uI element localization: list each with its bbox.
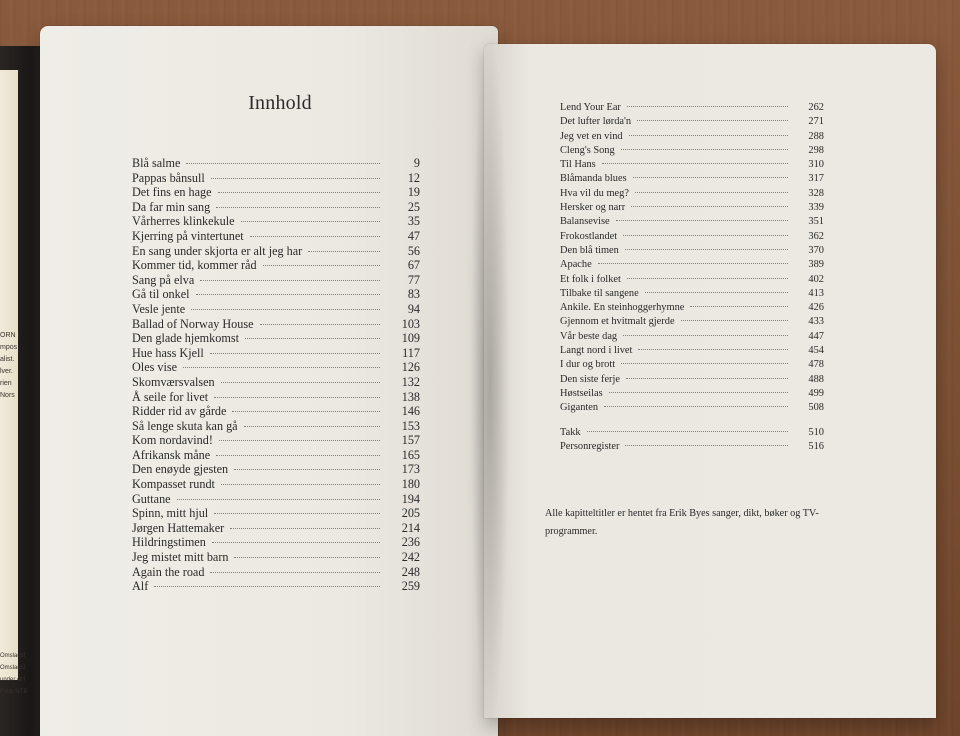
toc-leader-dots [234,556,380,558]
toc-entry-page: 288 [808,130,824,142]
toc-leader-dots [191,308,380,310]
toc-entry-page: 351 [808,216,824,228]
toc-entry-page: 153 [401,418,420,433]
toc-entry-page: 447 [808,330,824,342]
background-book-spine-line: lver. [0,368,13,375]
toc-entry-page: 370 [808,244,824,256]
toc-leader-dots [633,176,788,178]
toc-entry-title: Kommer tid, kommer råd [132,258,257,273]
toc-entry-page: 516 [808,440,824,452]
toc-entry-title: En sang under skjorta er alt jeg har [132,243,303,258]
toc-entry [560,187,824,201]
toc-entry [560,373,824,387]
toc-entry-page: 271 [808,116,824,128]
toc-entry-title: Gjennom et hvitmalt gjerde [560,316,675,328]
toc-entry [132,346,420,361]
toc-entry [560,387,824,401]
toc-entry-title: I dur og brott [560,359,616,371]
toc-entry [132,462,420,477]
toc-leader-dots [638,348,788,350]
toc-entry [132,535,420,550]
toc-leader-dots [690,305,788,307]
toc-entry [560,172,824,186]
toc-entry-title: Kompasset rundt [132,477,215,492]
toc-entry-page: 248 [401,564,420,579]
toc-entry-title: Lend Your Ear [560,102,621,113]
toc-leader-dots [609,391,788,393]
toc-entry-page: 47 [407,228,420,243]
toc-entry-page: 126 [401,360,420,375]
background-book-footer-line: under et l [0,677,26,683]
toc-entry-title: Apache [560,259,592,271]
toc-entry-title: Ridder rid av gårde [132,404,227,419]
toc-leader-dots [260,323,380,325]
toc-entry [132,287,420,302]
toc-entry [560,230,824,244]
toc-entry-title: Til Hans [560,159,596,171]
toc-leader-dots [154,585,380,587]
toc-entry [132,404,420,419]
toc-entry [132,317,420,332]
toc-entry-page: 205 [401,506,420,521]
toc-entry-page: 508 [808,402,824,414]
toc-entry-title: Det fins en hage [132,185,212,200]
toc-leader-dots [200,279,380,281]
toc-entry [132,390,420,405]
toc-leader-dots [627,277,788,279]
toc-entry-title: Jeg vet en vind [560,130,623,142]
toc-entry-title: Blåmanda blues [560,173,627,185]
toc-entry-title: Høstseilas [560,387,603,399]
toc-entry-page: 103 [401,316,420,331]
background-book-footer-line: Omslagsf [0,653,26,659]
toc-entry-page: 298 [808,144,824,156]
toc-entry-page: 488 [808,373,824,385]
toc-list-left [132,156,420,594]
toc-entry-title: Blå salme [132,156,181,170]
toc-entry-page: 259 [401,579,420,594]
toc-leader-dots [635,191,788,193]
toc-leader-dots [221,381,380,383]
toc-entry [132,579,420,594]
toc-leader-dots [629,134,788,136]
toc-entry-title: Hildringstimen [132,535,206,550]
toc-leader-dots [214,396,380,398]
toc-entry-title: Den siste ferje [560,373,621,385]
toc-entry [560,273,824,287]
toc-entry-page: 510 [808,426,824,438]
toc-entry-title: Hue hass Kjell [132,345,204,360]
toc-entry-page: 413 [808,287,824,299]
toc-entry-title: Giganten [560,402,599,414]
toc-entry-title: Personregister [560,440,620,452]
toc-leader-dots [183,366,380,368]
background-book-spine-line: ORN I [0,332,20,339]
toc-entry-page: 132 [401,374,420,389]
toc-entry [132,244,420,259]
toc-entry [132,258,420,273]
toc-entry-page: 426 [808,302,824,314]
toc-entry-page: 12 [407,170,420,185]
toc-leader-dots [623,334,788,336]
toc-leader-dots [221,483,380,485]
toc-entry [132,302,420,317]
toc-entry [132,477,420,492]
toc-entry [560,344,824,358]
toc-entry [560,201,824,215]
toc-entry-title: Å seile for livet [132,389,209,404]
toc-leader-dots [210,571,380,573]
toc-entry [560,215,824,229]
toc-leader-dots [232,410,380,412]
toc-entry-page: 402 [808,273,824,285]
toc-entry-title: Da far min sang [132,199,211,214]
toc-entry-title: Så lenge skuta kan gå [132,418,238,433]
toc-leader-dots [602,162,788,164]
toc-entry-page: 35 [407,214,420,229]
toc-entry-page: 67 [407,258,420,273]
background-book-spine-text [0,330,22,420]
toc-leader-dots [196,293,380,295]
toc-entry [132,565,420,580]
toc-entry-page: 109 [401,331,420,346]
toc-entry-title: Vårherres klinkekule [132,214,235,229]
toc-entry-page: 262 [808,102,824,113]
toc-entry-page: 25 [407,199,420,214]
toc-entry-page: 499 [808,387,824,399]
toc-entry-title: Langt nord i livet [560,345,633,357]
toc-entry-page: 180 [401,477,420,492]
toc-entry [132,360,420,375]
toc-entry-title: Alf [132,579,149,594]
toc-leader-dots [244,425,380,427]
toc-entry [560,258,824,272]
toc-entry-title: Vår beste dag [560,330,618,342]
toc-leader-dots [623,234,788,236]
background-book-footer-line: Omslagsf [0,665,26,671]
toc-entry-title: Kjerring på vintertunet [132,228,244,243]
toc-leader-dots [621,148,788,150]
toc-leader-dots [604,405,788,407]
toc-entry [560,401,824,415]
toc-entry-title: Jeg mistet mitt barn [132,550,229,565]
toc-entry-title: Ballad of Norway House [132,316,254,331]
toc-entry-page: 478 [808,359,824,371]
toc-list-right [560,101,824,454]
toc-entry-title: Jørgen Hattemaker [132,520,225,535]
toc-entry [560,130,824,144]
toc-entry-page: 165 [401,447,420,462]
toc-entry-page: 173 [401,462,420,477]
toc-leader-dots [234,468,380,470]
toc-leader-dots [230,527,380,529]
toc-entry-page: 19 [407,185,420,200]
toc-leader-dots [625,444,788,446]
toc-entry [560,330,824,344]
toc-entry-title: Vesle jente [132,301,186,316]
toc-leader-dots [177,498,380,500]
toc-entry-page: 236 [401,535,420,550]
toc-entry-title: Den blå timen [560,244,619,256]
toc-entry [132,185,420,200]
toc-leader-dots [598,262,788,264]
toc-entry-extra [560,440,824,454]
background-book-spine-line: mpos [0,344,18,351]
toc-entry-page: 339 [808,202,824,214]
toc-entry-page: 146 [401,404,420,419]
toc-entry-title: Ankile. En steinhoggerhymne [560,302,685,314]
toc-entry-page: 214 [401,520,420,535]
toc-entry-page: 317 [808,173,824,185]
toc-entry [132,214,420,229]
background-book-spine-line: rien [0,380,12,387]
toc-entry [560,358,824,372]
toc-entry-page: 117 [402,345,420,360]
toc-entry-title: Guttane [132,491,171,506]
toc-entry [132,521,420,536]
toc-entry-page: 310 [808,159,824,171]
toc-leader-dots [219,439,380,441]
toc-entry-title: Spinn, mitt hjul [132,506,209,521]
toc-leader-dots [211,177,380,179]
toc-entry-title: Frokostlandet [560,230,618,242]
toc-entry [132,273,420,288]
toc-entry-title: Again the road [132,564,205,579]
toc-entry [132,171,420,186]
toc-entry [132,229,420,244]
toc-entry-title: Den glade hjemkomst [132,331,239,346]
toc-leader-dots [616,219,788,221]
toc-entry-title: Kom nordavind! [132,433,213,448]
toc-entry-title: Balansevise [560,216,610,228]
toc-entry-title: Skomværsvalsen [132,374,215,389]
toc-entry [132,492,420,507]
toc-entry-page: 94 [407,301,420,316]
toc-entry [132,200,420,215]
toc-entry-title: Oles vise [132,360,178,375]
toc-entry [132,419,420,434]
toc-entry [560,244,824,258]
toc-entry-page: 242 [401,550,420,565]
toc-entry-page: 362 [808,230,824,242]
toc-leader-dots [216,454,380,456]
toc-entry-page: 433 [808,316,824,328]
background-book-spine-line: alist. [0,356,15,363]
toc-entry-page: 454 [808,345,824,357]
toc-leader-dots [637,119,788,121]
toc-leader-dots [214,512,380,514]
toc-entry-extra [560,426,824,440]
toc-entry-page: 83 [407,287,420,302]
toc-leader-dots [626,377,788,379]
toc-entry-page: 328 [808,187,824,199]
toc-entry-page: 56 [407,243,420,258]
toc-leader-dots [308,250,380,252]
toc-entry-title: Det lufter lørda'n [560,116,632,128]
toc-title: Innhold [248,92,312,114]
toc-leader-dots [218,191,380,193]
toc-entry-title: Cleng's Song [560,144,615,156]
toc-leader-dots [241,220,380,222]
toc-leader-dots [212,541,380,543]
toc-leader-dots [621,362,788,364]
toc-leader-dots [263,264,380,266]
toc-leader-dots [681,319,788,321]
toc-leader-dots [210,352,380,354]
toc-leader-dots [645,291,788,293]
toc-leader-dots [625,248,788,250]
toc-entry-title: Sang på elva [132,272,195,287]
toc-entry-page: 194 [401,491,420,506]
toc-entry [560,301,824,315]
toc-entry-title: Hersker og narr [560,202,626,214]
toc-entry-page: 77 [407,272,420,287]
toc-entry [132,506,420,521]
toc-entry-page: 138 [401,389,420,404]
toc-entry [132,448,420,463]
toc-entry-page: 389 [808,259,824,271]
toc-leader-dots [250,235,380,237]
toc-entry [132,550,420,565]
toc-entry [560,287,824,301]
toc-entry [560,158,824,172]
toc-entry [132,156,420,171]
toc-entry-page: 9 [413,156,420,170]
chapter-title-note: Alle kapitteltitler er hentet fra Erik Byes sanger, dikt, bøker og TV-programmer. [545,508,819,537]
toc-leader-dots [627,105,788,107]
toc-leader-dots [216,206,380,208]
toc-leader-dots [631,205,788,207]
toc-entry [560,144,824,158]
toc-entry [560,115,824,129]
toc-entry [560,315,824,329]
toc-leader-dots [186,162,380,164]
background-book-spine-line: Nors [0,392,15,399]
toc-entry-title: Tilbake til sangene [560,287,639,299]
toc-leader-dots [245,337,380,339]
toc-entry-title: Afrikansk måne [132,447,211,462]
background-book-footer [0,650,28,720]
toc-entry-title: Takk [560,426,581,438]
toc-entry-title: Et folk i folket [560,273,621,285]
toc-entry-title: Gå til onkel [132,287,190,302]
toc-entry-page: 157 [401,433,420,448]
toc-entry-title: Pappas bånsull [132,170,205,185]
toc-leader-dots [587,430,788,432]
toc-entry [560,101,824,115]
toc-entry-title: Hva vil du meg? [560,187,629,199]
toc-entry [132,331,420,346]
toc-entry [132,375,420,390]
toc-entry [132,433,420,448]
background-book-footer-line: Foto: NTB [0,689,28,695]
toc-entry-title: Den enøyde gjesten [132,462,229,477]
